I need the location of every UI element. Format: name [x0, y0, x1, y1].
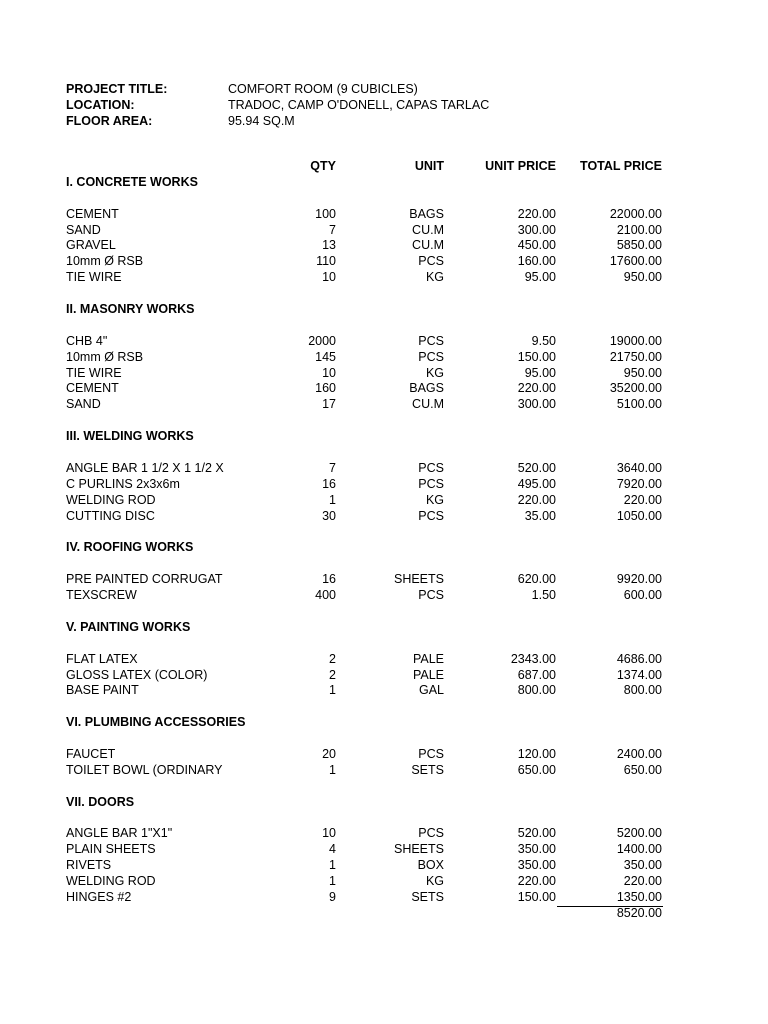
item-unit: KG [425, 270, 444, 285]
project-header [66, 81, 666, 129]
item-total-price: 19000.00 [609, 333, 662, 348]
cost-estimate-sheet [66, 159, 666, 922]
item-unit-price: 687.00 [517, 667, 556, 682]
header-label: PROJECT TITLE: [66, 82, 168, 96]
line-item-row [66, 477, 666, 493]
item-unit: CU.M [412, 222, 444, 237]
item-total-price: 35200.00 [609, 381, 662, 396]
item-name: HINGES #2 [66, 889, 132, 904]
line-item-row [66, 763, 666, 779]
item-qty: 1 [329, 492, 336, 507]
row-spacer [66, 811, 666, 827]
item-unit: PCS [418, 508, 444, 523]
row-spacer [66, 318, 666, 334]
item-qty: 2 [329, 667, 336, 682]
subtotal-value: 8520.00 [616, 905, 662, 920]
item-unit-price: 450.00 [517, 238, 556, 253]
total-price-column-header: TOTAL PRICE [580, 159, 662, 173]
item-qty: 100 [315, 206, 336, 221]
item-unit: PCS [418, 460, 444, 475]
item-qty: 10 [322, 270, 336, 285]
section-title: III. WELDING WORKS [66, 429, 194, 444]
line-item-row [66, 207, 666, 223]
line-item-row [66, 350, 666, 366]
item-total-price: 5200.00 [616, 826, 662, 841]
item-unit-price: 220.00 [517, 874, 556, 889]
row-spacer [66, 445, 666, 461]
item-qty: 4 [329, 842, 336, 857]
item-qty: 145 [315, 349, 336, 364]
item-unit-price: 300.00 [517, 222, 556, 237]
item-qty: 16 [322, 476, 336, 491]
item-name: BASE PAINT [66, 683, 139, 698]
header-label: FLOOR AREA: [66, 114, 153, 128]
section-title: VI. PLUMBING ACCESSORIES [66, 715, 246, 730]
line-item-row [66, 397, 666, 413]
item-unit-price: 220.00 [517, 492, 556, 507]
item-name: PRE PAINTED CORRUGAT [66, 572, 223, 587]
item-unit: SETS [411, 889, 444, 904]
item-unit-price: 95.00 [524, 270, 556, 285]
item-name: RIVETS [66, 858, 112, 873]
item-total-price: 220.00 [623, 874, 662, 889]
row-spacer [66, 636, 666, 652]
item-total-price: 17600.00 [609, 254, 662, 269]
row-spacer [66, 604, 666, 620]
line-item-row [66, 366, 666, 382]
item-total-price: 21750.00 [609, 349, 662, 364]
item-name: WELDING ROD [66, 492, 156, 507]
line-item-row [66, 683, 666, 699]
item-unit: GAL [418, 683, 444, 698]
item-unit: BAGS [409, 381, 444, 396]
line-item-row [66, 858, 666, 874]
item-unit-price: 150.00 [517, 349, 556, 364]
item-qty: 30 [322, 508, 336, 523]
column-header-row [66, 159, 666, 175]
item-unit: SHEETS [393, 572, 444, 587]
item-unit: PCS [418, 333, 444, 348]
item-unit: PCS [418, 826, 444, 841]
item-unit-price: 35.00 [524, 508, 556, 523]
item-total-price: 650.00 [623, 762, 662, 777]
row-spacer [66, 524, 666, 540]
row-spacer [66, 779, 666, 795]
item-unit: CU.M [412, 238, 444, 253]
item-name: CHB 4" [66, 333, 108, 348]
unit-column-header: UNIT [414, 159, 444, 173]
item-unit: PALE [412, 651, 444, 666]
header-label: LOCATION: [66, 98, 135, 112]
header-row [66, 81, 666, 97]
item-unit-price: 650.00 [517, 762, 556, 777]
item-unit-price: 220.00 [517, 206, 556, 221]
item-unit: PALE [412, 667, 444, 682]
item-qty: 10 [322, 365, 336, 380]
item-unit: PCS [418, 476, 444, 491]
item-total-price: 5100.00 [616, 397, 662, 412]
subtotal-row [66, 906, 666, 922]
item-total-price: 350.00 [623, 858, 662, 873]
item-qty: 16 [322, 572, 336, 587]
item-name: C PURLINS 2x3x6m [66, 476, 180, 491]
item-name: SAND [66, 397, 101, 412]
line-item-row [66, 652, 666, 668]
item-unit-price: 220.00 [517, 381, 556, 396]
item-unit-price: 800.00 [517, 683, 556, 698]
item-unit: PCS [418, 588, 444, 603]
row-spacer [66, 286, 666, 302]
item-unit-price: 160.00 [517, 254, 556, 269]
header-row [66, 113, 666, 129]
item-total-price: 1374.00 [616, 667, 662, 682]
item-qty: 160 [315, 381, 336, 396]
item-unit-price: 350.00 [517, 858, 556, 873]
line-item-row [66, 668, 666, 684]
item-total-price: 22000.00 [609, 206, 662, 221]
item-unit: SHEETS [393, 842, 444, 857]
item-qty: 7 [329, 460, 336, 475]
row-spacer [66, 699, 666, 715]
row-spacer [66, 413, 666, 429]
row-spacer [66, 556, 666, 572]
line-item-row [66, 493, 666, 509]
item-unit-price: 520.00 [517, 826, 556, 841]
item-unit: KG [425, 365, 444, 380]
item-total-price: 2400.00 [616, 746, 662, 761]
item-qty: 7 [329, 222, 336, 237]
item-unit-price: 150.00 [517, 889, 556, 904]
item-name: FAUCET [66, 746, 116, 761]
item-total-price: 220.00 [623, 492, 662, 507]
item-unit: SETS [411, 762, 444, 777]
item-name: TEXSCREW [66, 588, 137, 603]
item-unit: BAGS [409, 206, 444, 221]
line-item-row [66, 874, 666, 890]
item-qty: 17 [322, 397, 336, 412]
item-qty: 1 [329, 874, 336, 889]
item-name: ANGLE BAR 1"X1" [66, 826, 173, 841]
item-name: TIE WIRE [66, 270, 122, 285]
item-total-price: 1050.00 [616, 508, 662, 523]
line-item-row [66, 238, 666, 254]
item-unit: CU.M [412, 397, 444, 412]
item-qty: 13 [322, 238, 336, 253]
item-total-price: 9920.00 [616, 572, 662, 587]
item-name: TOILET BOWL (ORDINARY [66, 762, 223, 777]
header-value: 95.94 SQ.M [228, 114, 295, 128]
item-qty: 2000 [308, 333, 336, 348]
item-total-price: 800.00 [623, 683, 662, 698]
item-name: GLOSS LATEX (COLOR) [66, 667, 208, 682]
line-item-row [66, 588, 666, 604]
item-total-price: 950.00 [623, 365, 662, 380]
line-item-row [66, 461, 666, 477]
line-item-row [66, 254, 666, 270]
item-name: SAND [66, 222, 101, 237]
header-value: COMFORT ROOM (9 CUBICLES) [228, 82, 418, 96]
item-unit-price: 2343.00 [510, 651, 556, 666]
item-name: CEMENT [66, 206, 119, 221]
row-spacer [66, 191, 666, 207]
item-unit: PCS [418, 349, 444, 364]
unit-price-column-header: UNIT PRICE [485, 159, 556, 173]
item-qty: 9 [329, 889, 336, 904]
item-total-price: 1350.00 [616, 889, 662, 904]
item-unit: PCS [418, 746, 444, 761]
line-item-row [66, 826, 666, 842]
section-title: IV. ROOFING WORKS [66, 540, 194, 555]
item-name: PLAIN SHEETS [66, 842, 156, 857]
item-qty: 10 [322, 826, 336, 841]
item-unit-price: 620.00 [517, 572, 556, 587]
row-spacer [66, 731, 666, 747]
item-unit: BOX [417, 858, 444, 873]
line-item-row [66, 334, 666, 350]
line-item-row [66, 270, 666, 286]
item-qty: 20 [322, 746, 336, 761]
item-qty: 1 [329, 762, 336, 777]
item-unit-price: 350.00 [517, 842, 556, 857]
item-qty: 2 [329, 651, 336, 666]
line-item-row [66, 890, 666, 906]
item-qty: 1 [329, 683, 336, 698]
item-qty: 1 [329, 858, 336, 873]
item-unit-price: 520.00 [517, 460, 556, 475]
item-name: ANGLE BAR 1 1/2 X 1 1/2 X [66, 460, 224, 475]
item-total-price: 3640.00 [616, 460, 662, 475]
section-title: VII. DOORS [66, 794, 135, 809]
item-qty: 400 [315, 588, 336, 603]
item-name: CEMENT [66, 381, 119, 396]
item-unit-price: 300.00 [517, 397, 556, 412]
line-item-row [66, 223, 666, 239]
item-qty: 110 [316, 254, 336, 269]
item-unit: PCS [418, 254, 444, 269]
item-total-price: 7920.00 [616, 476, 662, 491]
qty-column-header: QTY [310, 159, 336, 173]
line-item-row [66, 509, 666, 525]
line-item-row [66, 381, 666, 397]
item-total-price: 600.00 [623, 588, 662, 603]
item-unit-price: 95.00 [524, 365, 556, 380]
line-item-row [66, 572, 666, 588]
header-row [66, 97, 666, 113]
line-item-row [66, 842, 666, 858]
item-unit-price: 120.00 [517, 746, 556, 761]
item-name: CUTTING DISC [66, 508, 155, 523]
item-total-price: 4686.00 [616, 651, 662, 666]
item-name: WELDING ROD [66, 874, 156, 889]
item-unit: KG [425, 874, 444, 889]
item-name: GRAVEL [66, 238, 116, 253]
item-unit-price: 9.50 [531, 333, 556, 348]
item-total-price: 5850.00 [616, 238, 662, 253]
item-name: 10mm Ø RSB [66, 254, 144, 269]
item-name: TIE WIRE [66, 365, 122, 380]
item-unit: KG [425, 492, 444, 507]
header-value: TRADOC, CAMP O'DONELL, CAPAS TARLAC [228, 98, 490, 112]
item-unit-price: 495.00 [517, 476, 556, 491]
item-total-price: 950.00 [623, 270, 662, 285]
item-total-price: 2100.00 [616, 222, 662, 237]
item-unit-price: 1.50 [531, 588, 556, 603]
section-title: I. CONCRETE WORKS [66, 174, 198, 189]
line-item-row [66, 747, 666, 763]
item-total-price: 1400.00 [616, 842, 662, 857]
section-title: V. PAINTING WORKS [66, 619, 191, 634]
section-title: II. MASONRY WORKS [66, 302, 195, 317]
item-name: FLAT LATEX [66, 651, 138, 666]
item-name: 10mm Ø RSB [66, 349, 144, 364]
